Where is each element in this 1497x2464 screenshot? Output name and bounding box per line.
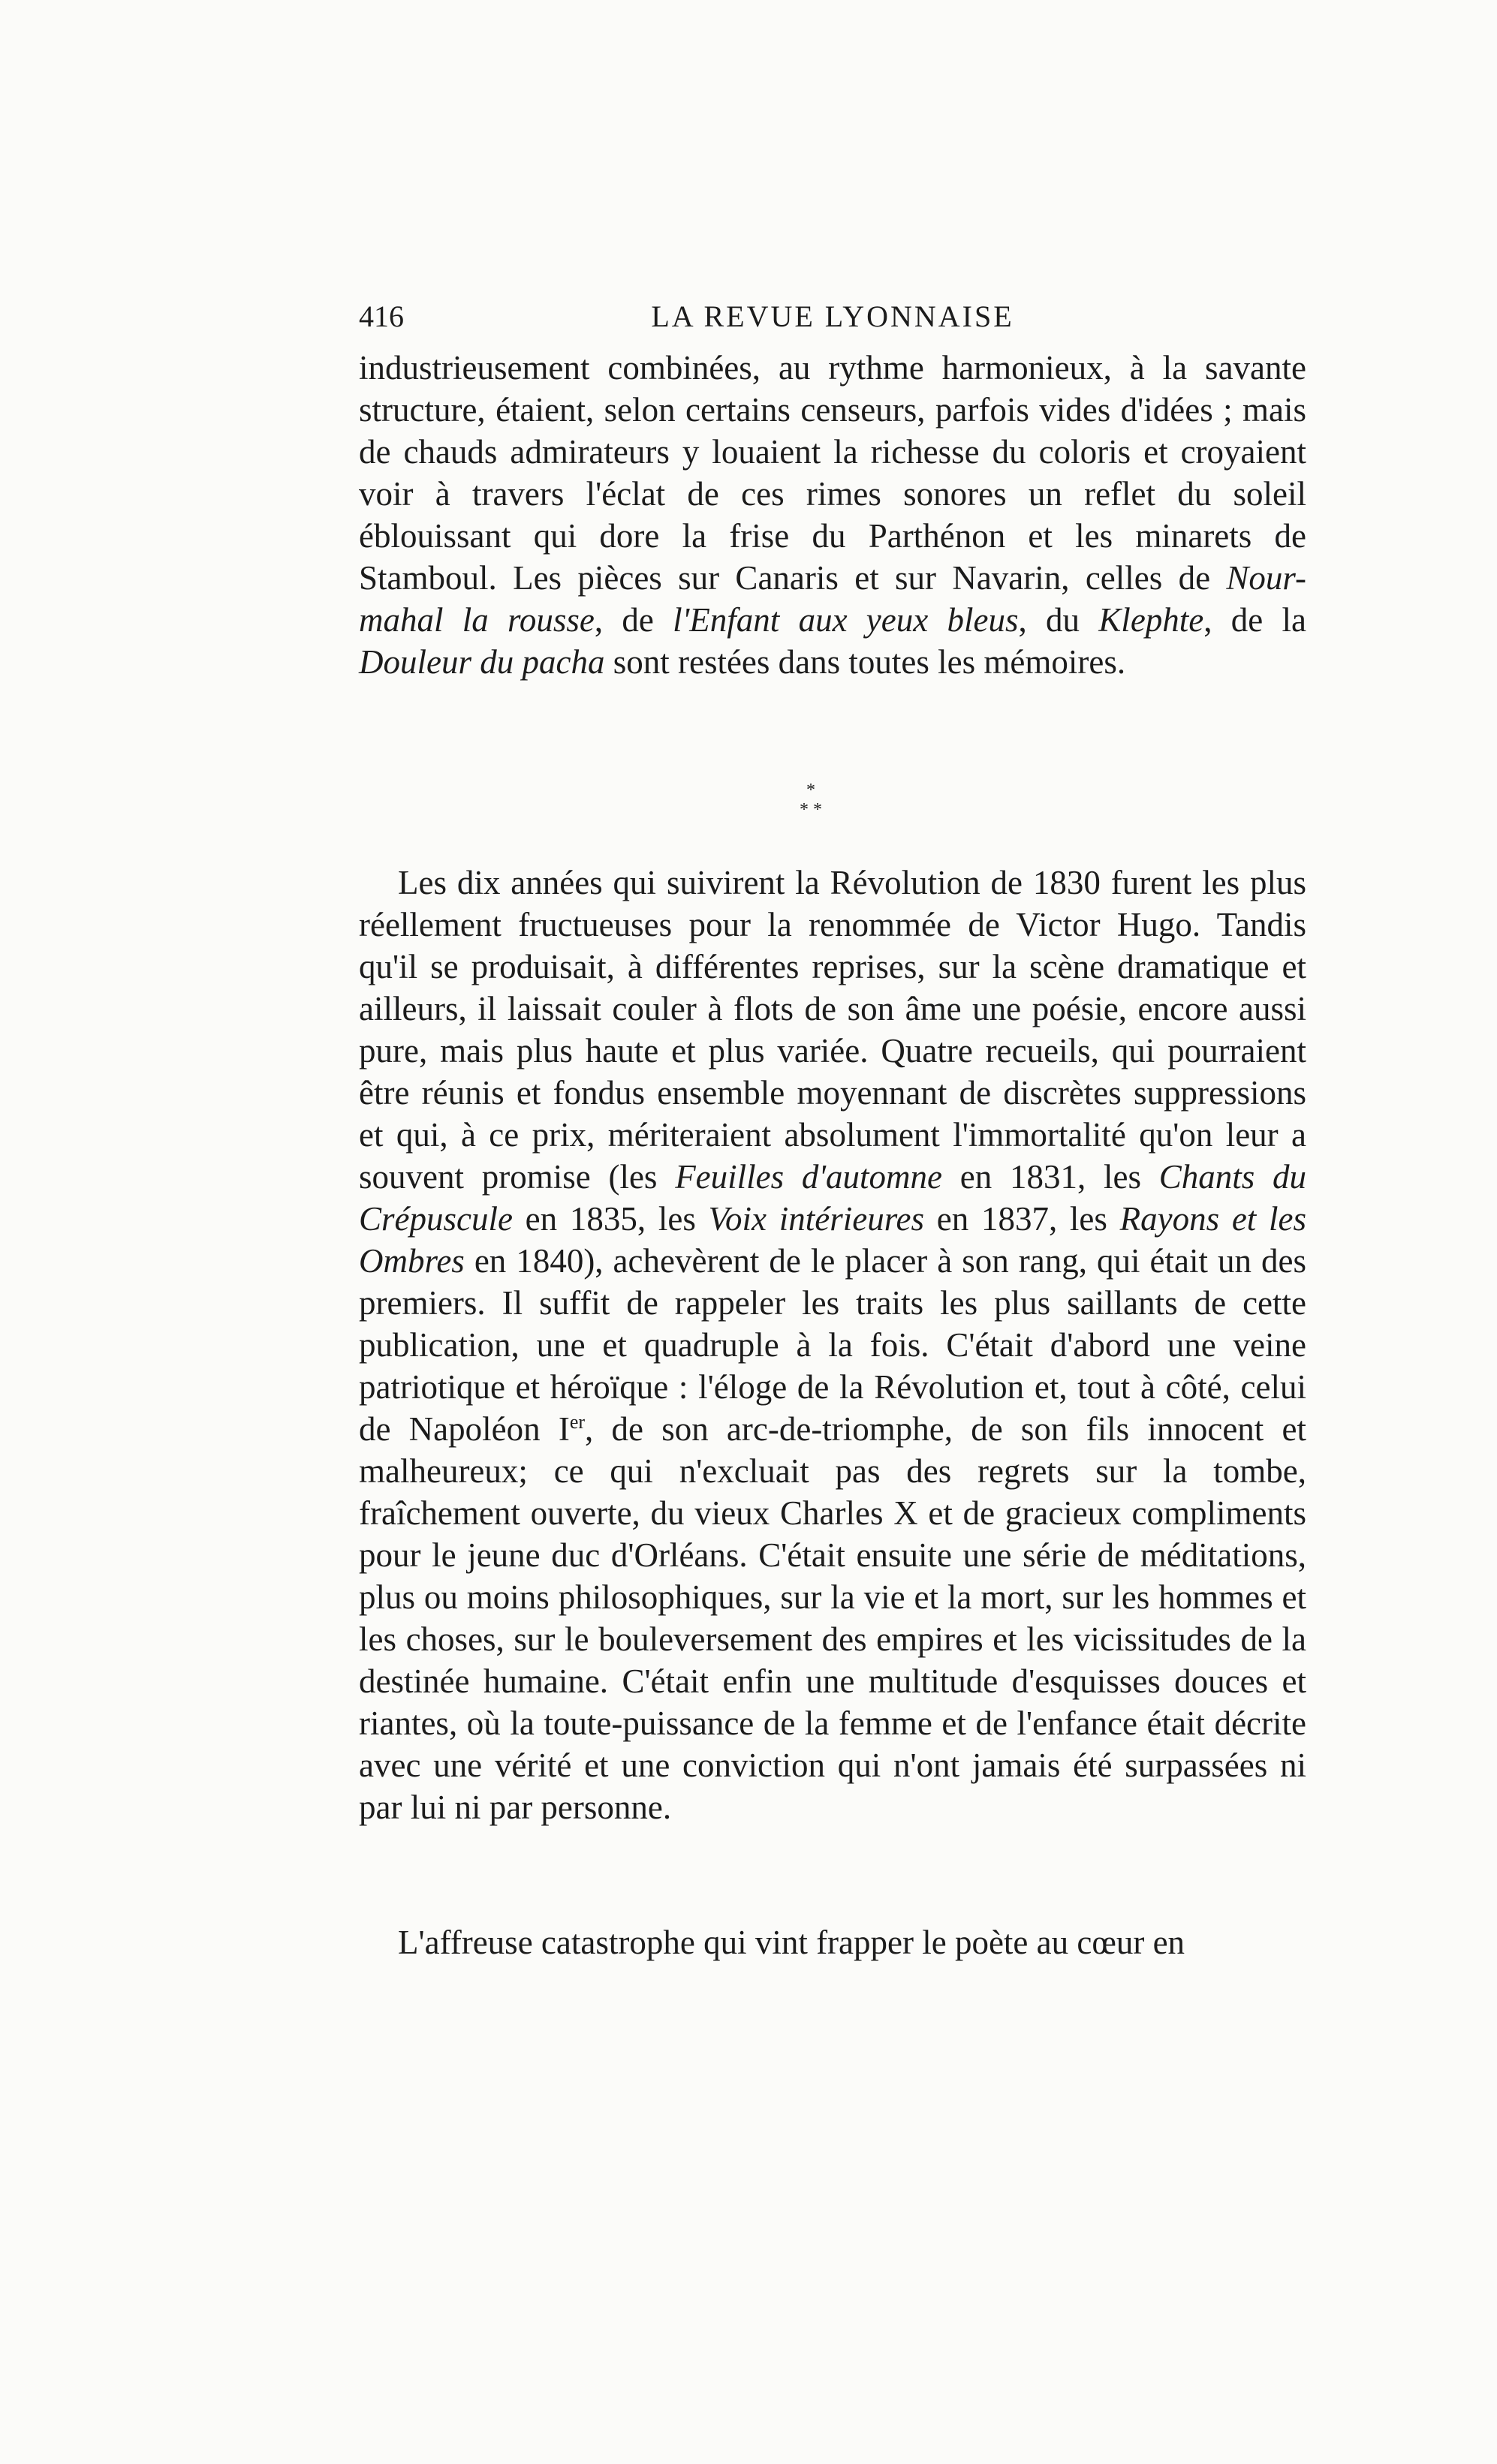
title-voix: Voix intérieures (708, 1200, 925, 1238)
paragraph-2 (359, 862, 1306, 1828)
paragraph-3 (359, 1921, 1306, 1963)
paragraph-1-text: , de la (1203, 601, 1307, 639)
paragraph-3-text: L'affreuse catastrophe qui vint frapper le poète au cœur en (398, 1924, 1185, 1961)
separator-top-asterisk: * (806, 781, 815, 800)
superscript-er: er (569, 1411, 586, 1433)
paragraph-2-text: en 1831, les (942, 1158, 1159, 1196)
paragraph-2-text: en 1840), achevèrent de le placer à son rang, qui était un des premiers. Il suffit de rappeler les traits les plus saillants de cette publication, une et quadruple à la fois. C'était d'abord une veine patriotique et héroïque : l'éloge de la Révolution et, tout à côté, celui de Napoléon I (359, 1242, 1306, 1448)
title-enfant: l'Enfant aux yeux bleus (673, 601, 1019, 639)
paragraph-1 (359, 347, 1306, 683)
title-rayons: Rayons et les Ombres (359, 1200, 1306, 1280)
separator-bottom-asterisks: * * (800, 800, 822, 820)
page-header (359, 299, 1306, 344)
paragraph-2-text: , de son arc-de-triomphe, de son fils innocent et malheureux; ce qui n'excluait pas des regrets sur la tombe, fraîchement ouverte, du vieux Charles X et de gracieux compliments pour le jeune duc d'Orléans. C'était ensuite une série de méditations, plus ou moins philosophiques, sur la vie et la mort, sur les hommes et les choses, sur le bouleversement des empires et les vicissitudes de la destinée humaine. C'était enfin une multitude d'esquisses douces et riantes, où la toute-puissance de la femme et de l'enfance était décrite avec une vérité et une conviction qui n'ont jamais été surpassées ni par lui ni par personne. (359, 1410, 1307, 1826)
section-separator (781, 781, 841, 833)
paragraph-1-text: sont restées dans toutes les mémoires. (604, 643, 1126, 681)
title-klephte: Klephte (1098, 601, 1204, 639)
paragraph-2-text: en 1835, les (512, 1200, 709, 1238)
paragraph-1-text: industrieusement combinées, au rythme harmonieux, à la savante structure, étaient, selon certains censeurs, parfois vides d'idées ; mais de chauds admirateurs y louaient la richesse du coloris et croyaient voir à travers l'éclat de ces rimes sonores un reflet du soleil éblouissant qui dore la frise du Parthénon et les minarets de Stamboul. Les pièces sur Canaris et sur Navarin, celles de (359, 349, 1306, 597)
paragraph-1-text: , de (594, 601, 673, 639)
title-douleur: Douleur du pacha (359, 643, 605, 681)
page-number: 416 (359, 299, 404, 333)
title-nourmahal: Nour-mahal la rousse (359, 559, 1306, 639)
title-feuilles: Feuilles d'automne (675, 1158, 942, 1196)
paragraph-2-text: Les dix années qui suivirent la Révolution de 1830 furent les plus réellement fructueuses pour la renommée de Victor Hugo. Tandis qu'il se produisait, à différentes reprises, sur la scène dramatique et ailleurs, il laissait couler à flots de son âme une poésie, encore aussi pure, mais plus haute et plus variée. Quatre recueils, qui pourraient être réunis et fondus ensemble moyennant de discrètes suppressions et qui, à ce prix, mériteraient absolument l'immortalité qu'on leur a souvent promise (les (359, 864, 1306, 1196)
paragraph-1-text: , du (1018, 601, 1099, 639)
running-title: LA REVUE LYONNAISE (651, 299, 1014, 333)
title-chants: Chants du Crépuscule (359, 1158, 1306, 1238)
paragraph-2-text: en 1837, les (924, 1200, 1120, 1238)
